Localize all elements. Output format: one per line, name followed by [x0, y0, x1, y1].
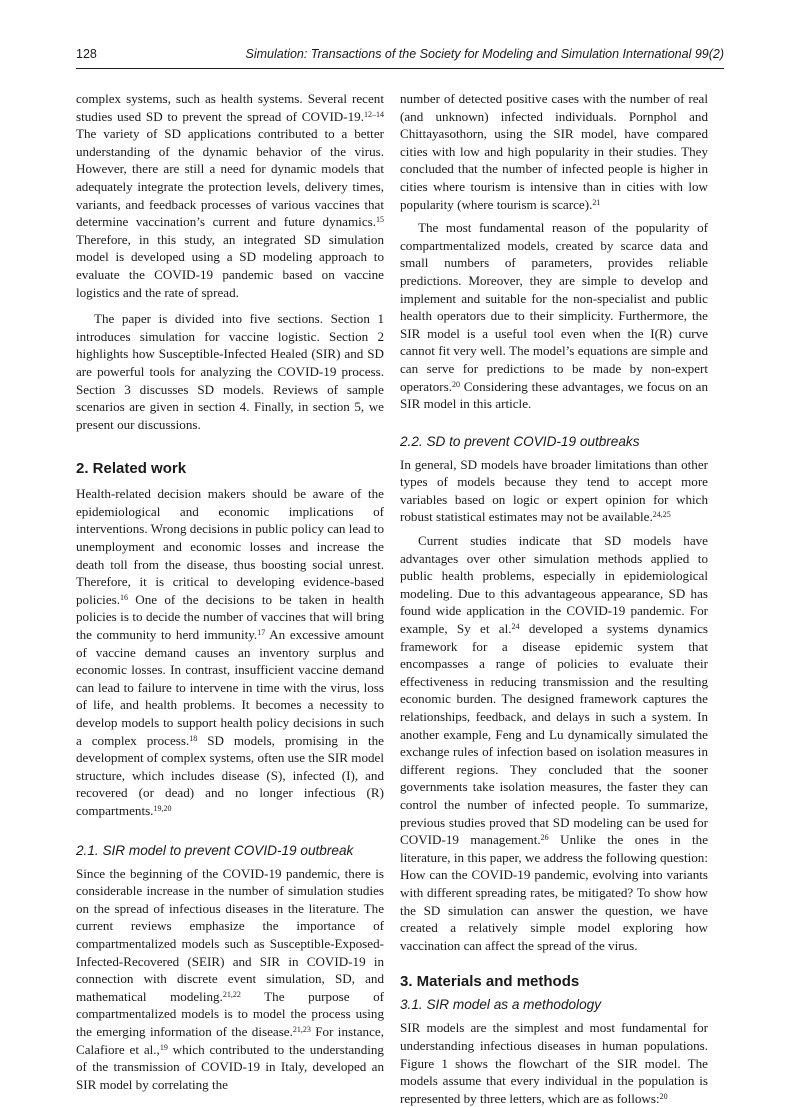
paragraph: Health-related decision makers should be aware of the epidemiological and economic implications of interventions. Wrong decisions in public policy can lead to unemployment and economic losses and increase the death toll from the disease, thus boosting social unrest. Therefore, it is critical to developing evidence-based policies.$^{16}$ One of the decisions to be taken in health policies is to decide the number of vaccines that will bring the community to herd immunity.$^{17}$ An excessive amount of vaccine demand causes an inventory surplus and economic losses. In contrast, insufficient vaccine demand can lead to failure to intervene in time with the virus, loss of life, and health problems. It becomes a necessity to develop models to support health policy decisions in such a complex process.$^{18}$ SD models, promising in the development of complex systems, often use the SIR model structure, which includes disease (S), infected (I), and recovered (or dead) and no longer infectious (R) compartments.$^{19,20}$: [76, 486, 385, 818]
citation-marker: 20: [452, 379, 460, 389]
paragraph: Current studies indicate that SD models have advantages over other simulation methods applied to public health problems, especially in epidemiological modeling. Due to this advantageous appearance, SD has found wide application in the COVID-19 pandemic. For example, Sy et al.$^{24}$ developed a systems dynamics framework for a disease epidemic system that encompasses a range of policies to evaluate their effectiveness in reducing transmission and the resulting economic burden. The designed framework captures the relationships, feedback, and delays in such a system. In another example, Feng and Lu dynamically simulated the exchange rules of infection based on isolation measures in different regions. They concluded that the sooner governments take isolation measures, the faster they can control the number of infected people. To summarize, previous studies proved that SD modeling can be used for COVID-19 management.$^{26}$ Unlike the ones in the literature, in this paper, we address the following question: How can the COVID-19 pandemic, evolving into variants with different spreading rates, be mitigated? To show how the SD simulation can answer the question, we have created a relatively simple model exploring how vaccination can affect the spread of the virus.: [400, 533, 709, 953]
subsection-heading: 2.1. SIR model to prevent COVID-19 outbreak: [76, 842, 354, 858]
subsection-heading: 2.2. SD to prevent COVID-19 outbreaks: [400, 433, 640, 449]
paragraph: number of detected positive cases with the number of real (and unknown) infected individuals. Pornphol and Chittayasothorn, using the SIR model, have compared cities with low and high popularity in their studies. They concluded that the number of infected people is higher in cities where tourism is intensive than in cities with low popularity (where tourism is scarce).$^{21}$: [400, 91, 708, 212]
section-heading: 3. Materials and methods: [400, 973, 580, 991]
citation-marker: 19: [159, 1042, 168, 1052]
citation-marker: 24,25: [652, 510, 671, 520]
citation-marker: 26: [540, 833, 549, 843]
section-heading: 2. Related work: [76, 460, 187, 478]
citation-marker: 19,20: [153, 803, 172, 813]
citation-marker: 21: [592, 197, 601, 207]
citation-marker: 16: [120, 592, 128, 602]
citation-marker: 21,22: [222, 989, 241, 999]
citation-marker: 24: [511, 622, 520, 632]
journal-title: Simulation: Transactions of the Society for Modeling and Simulation International 99(2): [245, 47, 724, 61]
header-rule: [76, 68, 724, 69]
citation-marker: 15: [376, 215, 384, 225]
page-number: 128: [76, 47, 97, 61]
citation-marker: 21,23: [292, 1024, 311, 1034]
citation-marker: 18: [189, 733, 198, 743]
paragraph: complex systems, such as health systems. Several recent studies used SD to prevent the spread of COVID-19.$^{12-14}$ The variety of SD applications contributed to a better understanding of the dynamic behavior of the virus. However, there are still a need for dynamic models that adequately integrate the protection levels, delivery times, variants, and feedback processes of various vaccines that determine vaccination’s current and future dynamics.$^{15}$ Therefore, in this study, an integrated SD simulation model is developed using a SD modeling approach to evaluate the COVID-19 pandemic based on vaccine logistics and the rate of spread.: [76, 91, 384, 300]
citation-marker: 20: [659, 1091, 668, 1101]
paragraph: Since the beginning of the COVID-19 pandemic, there is considerable increase in the number of simulation studies on the spread of infectious diseases in the literature. The current reviews emphasize the importance of compartmentalized models such as Susceptible-Exposed-Infected-Recovered (SEIR) and SIR in COVID-19 in connection with discrete event simulation, SD, and mathematical modeling.$^{21,22}$ The purpose of compartmentalized models is to model the process using the emerging information of the disease.$^{21,23}$ For instance, Calafiore et al.,$^{19}$ which contributed to the understanding of the transmission of COVID-19 in Italy, developed an SIR model by correlating the: [76, 865, 384, 1092]
paragraph: The most fundamental reason of the popularity of compartmentalized models, created by scarce data and small numbers of parameters, provides reliable predictions. Moreover, they are simple to develop and implement and suitable for the non-specialist and public health operators due to their simplicity. Furthermore, the SIR model is a useful tool even when the I(R) curve cannot fit very well. The model’s equations are simple and can serve for predictions to be made by non-expert operators.$^{20}$ Considering these advantages, we focus on an SIR model in this article.: [400, 220, 708, 412]
citation-marker: 12–14: [364, 109, 384, 119]
citation-marker: 17: [257, 628, 266, 638]
left-column: [76, 90, 384, 1093]
running-header: [76, 47, 724, 65]
subsection-heading: 3.1. SIR model as a methodology: [400, 997, 601, 1013]
paragraph: The paper is divided into five sections. Section 1 introduces simulation for vaccine logistic. Section 2 highlights how Susceptible-Infected Healed (SIR) and SD are powerful tools for analyzing the COVID-19 process. Section 3 discusses SD models. Reviews of sample scenarios are given in section 4. Finally, in section 5, we present our discussions.: [76, 311, 384, 432]
right-column: [400, 90, 708, 1107]
paragraph: In general, SD models have broader limitations than other types of models because they tend to accept more variables based on logic or expert opinion for which robust statistical estimates may not be available.$^{24,25}$: [400, 456, 708, 525]
paragraph: SIR models are the simplest and most fundamental for understanding infectious diseases in human populations. Figure 1 shows the flowchart of the SIR model. The models assume that every individual in the population is represented by three letters, which are as follows:$^{20}$: [400, 1020, 708, 1106]
